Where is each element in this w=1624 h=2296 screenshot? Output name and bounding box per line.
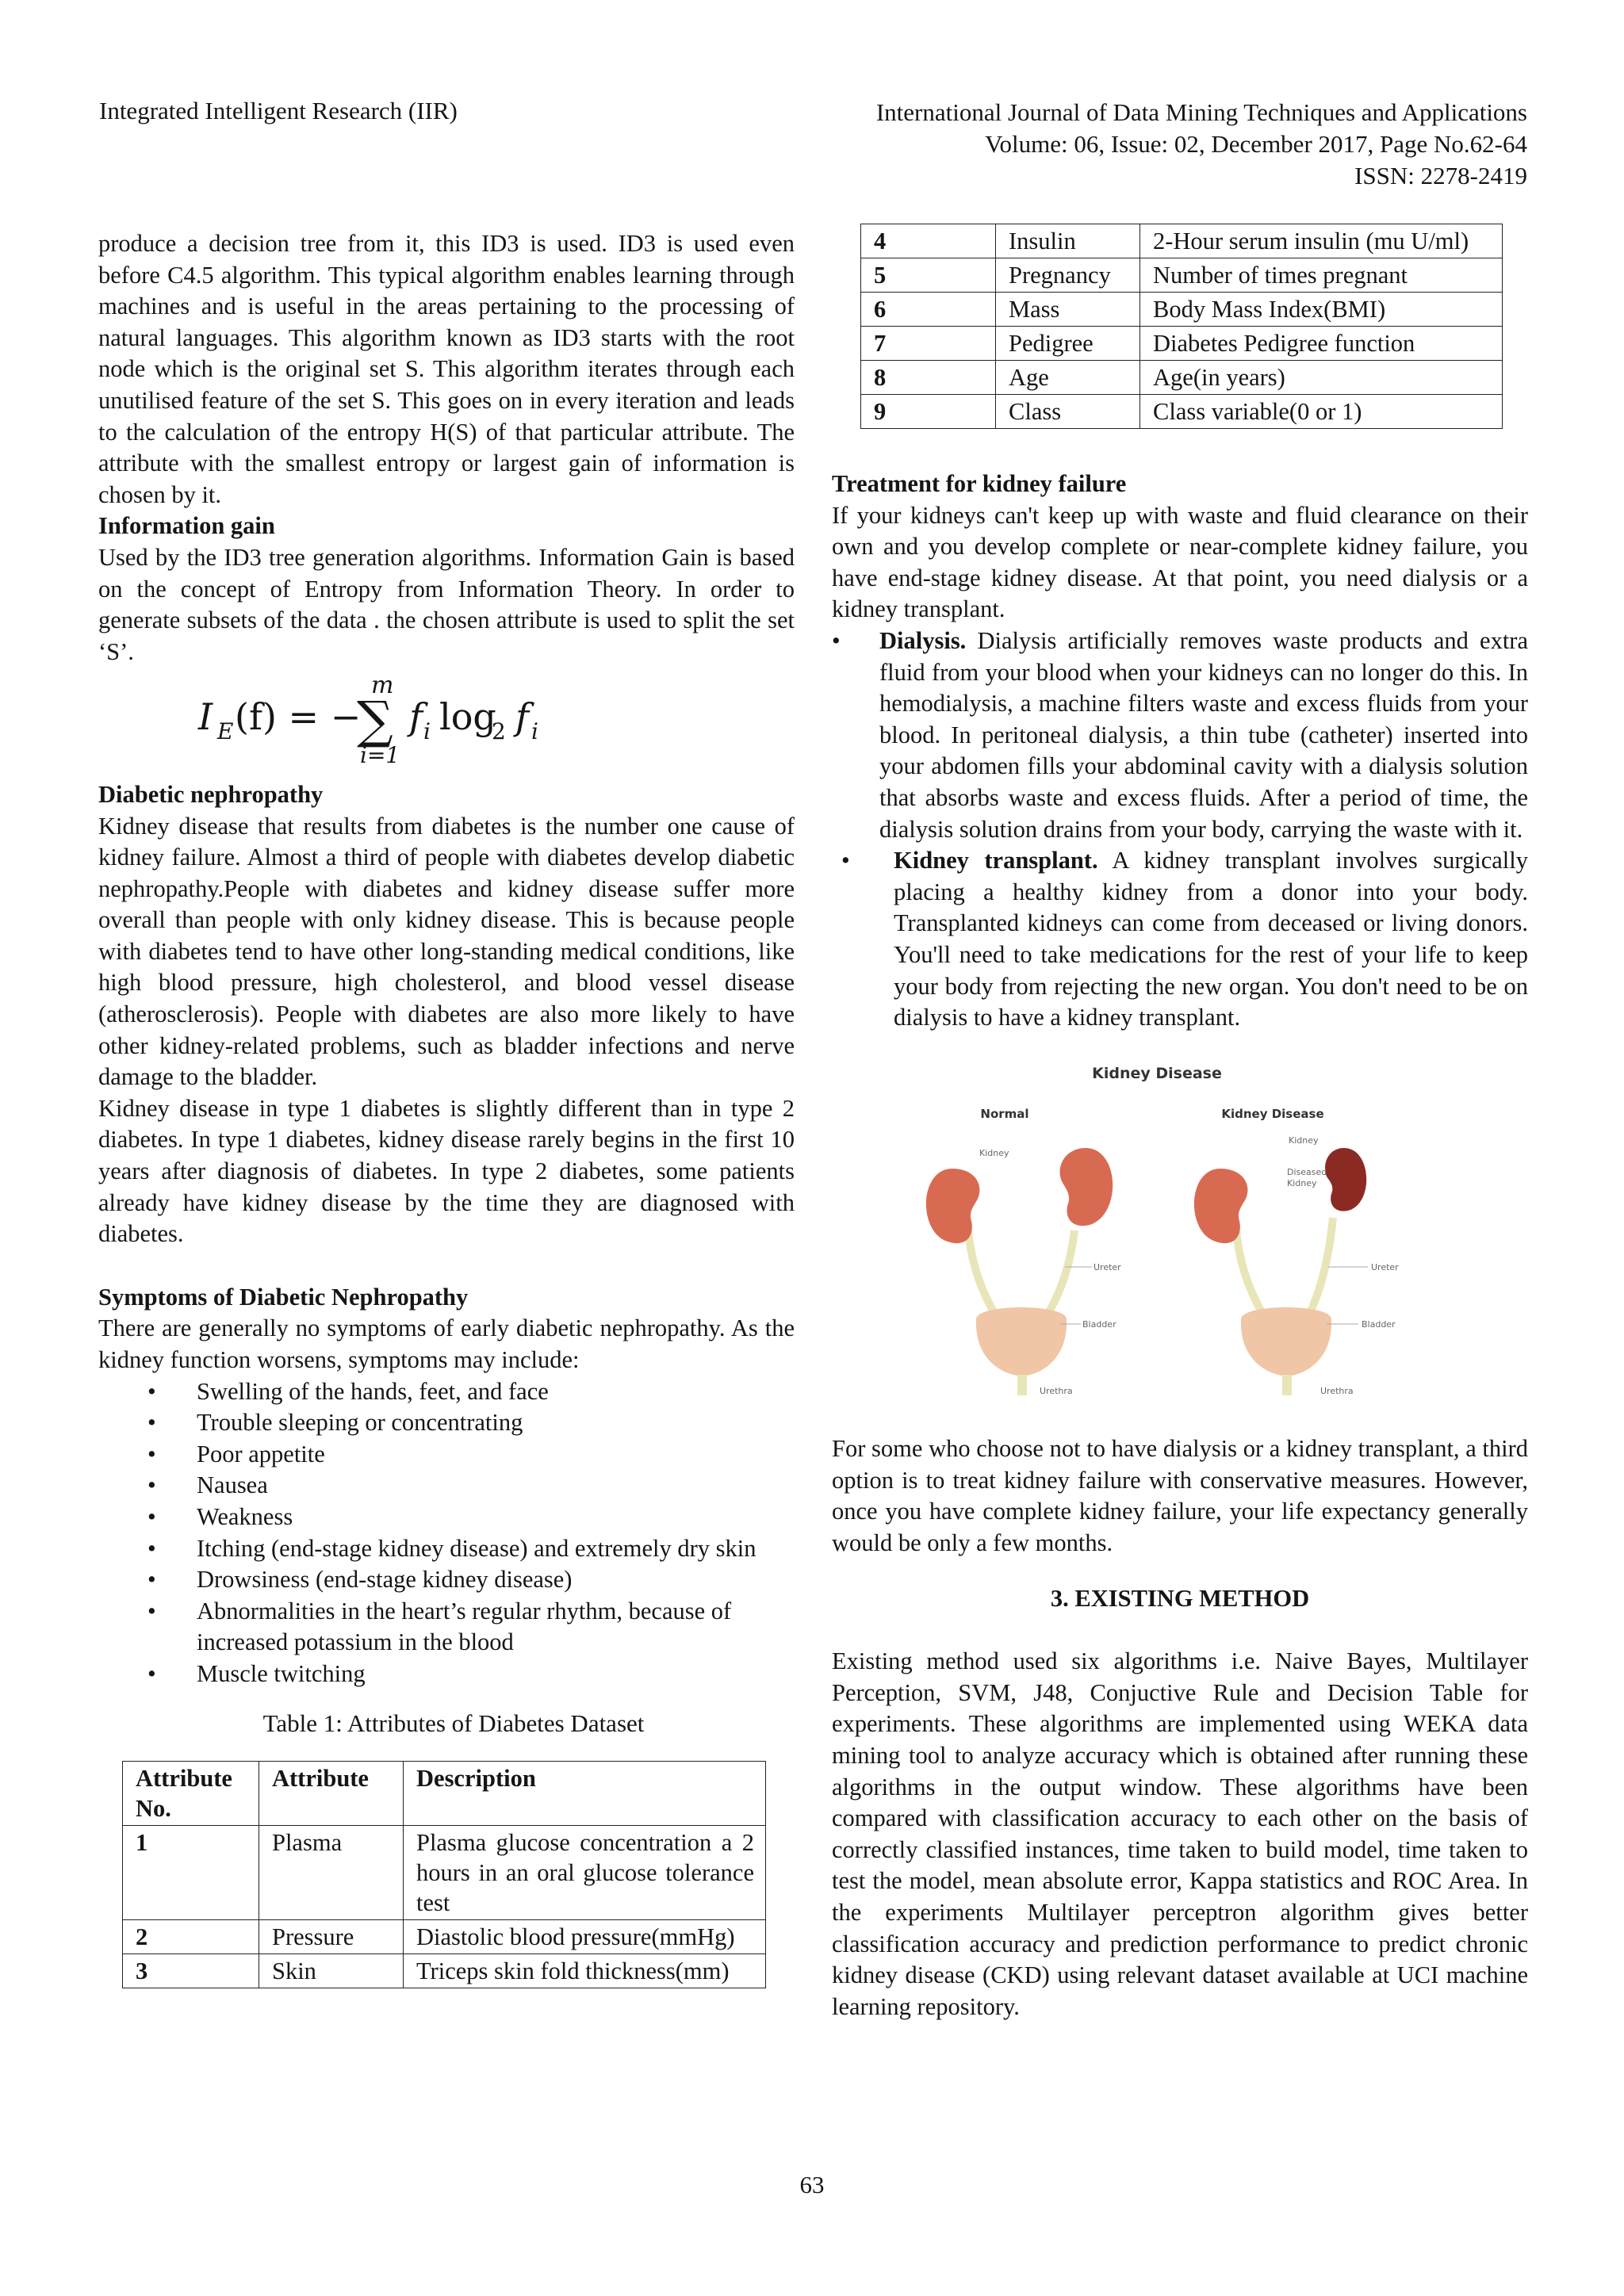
intro-paragraph: produce a decision tree from it, this ID3 is used. ID3 is used even before C4.5 algorithm. This typical algorithm enables learning through machines and is useful in the areas pertaining to the processing of natural languages. This algorithm known as ID3 starts with the root node which is the original set S. This algorithm iterates through each unutilised feature of the set S. This goes on in every iteration and leads to the calculation of the entropy H(S) of that particular attribute. The attribute with the smallest entropy or largest gain of information is chosen by it.: [98, 230, 795, 508]
svg-text:Kidney: Kidney: [1289, 1135, 1319, 1146]
table-cell: 7: [861, 327, 996, 361]
table-cell: Triceps skin fold thickness(mm): [404, 1954, 766, 1988]
formula-lhs: I: [198, 695, 213, 739]
list-item: • Drowsiness (end-stage kidney disease): [98, 1564, 795, 1596]
bullet-icon: •: [147, 1440, 156, 1468]
attributes-table-part2: [860, 224, 1503, 429]
header-journal-left: Integrated Intelligent Research (IIR): [99, 97, 458, 124]
formula-lower: i=1: [360, 742, 400, 768]
nephropathy-heading: Diabetic nephropathy: [98, 780, 324, 808]
table-caption: Table 1: Attributes of Diabetes Dataset: [262, 1709, 645, 1737]
nephropathy-paragraph-1: Kidney disease that results from diabetes is the number one cause of kidney failure. Almost a third of people with diabetes develop diabetic nephropathy.People with diabetes and kidney disease suffer more overall than people with only kidney disease. This is because people with diabetes tend to have other long-standing medical conditions, like high blood pressure, high cholesterol, and blood vessel disease (atherosclerosis). People with diabetes are also more likely to have other kidney-related problems, such as bladder infections and nerve damage to the bladder.: [98, 812, 795, 1091]
attributes-table-part1: [122, 1761, 766, 1988]
table-cell: Mass: [996, 293, 1140, 327]
table-cell: Pedigree: [996, 327, 1140, 361]
list-item: • Poor appetite: [98, 1439, 795, 1471]
table-cell: 9: [861, 395, 996, 429]
symptoms-heading: Symptoms of Diabetic Nephropathy: [98, 1283, 469, 1311]
svg-text:Kidney: Kidney: [979, 1147, 1009, 1158]
table-cell: Plasma: [259, 1826, 404, 1920]
table-cell: 8: [861, 361, 996, 395]
table-cell: 5: [861, 258, 996, 293]
dialysis-text: Dialysis artificially removes waste products and extra fluid from your blood when your kidneys can no longer do this. In hemodialysis, a machine filters waste and excess fluids from your blood. In peritoneal dialysis, a thin tube (catheter) inserted into your abdomen fills your abdominal cavity with a dialysis solution that absorbs waste and excess fluids. After a period of time, the dialysis solution drains from your body, carrying the waste with it.: [879, 626, 1528, 843]
figure-title: Kidney Disease: [1092, 1065, 1222, 1082]
table-header-cell: Description: [404, 1762, 766, 1826]
list-item: • Swelling of the hands, feet, and face: [98, 1376, 795, 1408]
formula-upper: m: [371, 674, 394, 700]
header-issn: ISSN: 2278-2419: [1354, 162, 1527, 189]
list-item: • Trouble sleeping or concentrating: [98, 1407, 795, 1439]
table-cell: Age(in years): [1140, 361, 1503, 395]
table-cell: Class: [996, 395, 1140, 429]
bullet-icon: •: [832, 626, 841, 654]
table-header-cell: Attribute: [259, 1762, 404, 1826]
treatment-paragraph: If your kidneys can't keep up with waste and fluid clearance on their own and you develop complete or near-complete kidney failure, you have end-stage kidney disease. At that point, you need dialysis or a kidney transplant.: [832, 501, 1528, 623]
right-column: [832, 224, 1528, 2022]
header-volume: Volume: 06, Issue: 02, December 2017, Page No.62-64: [985, 130, 1527, 158]
page-number: 63: [799, 2171, 825, 2198]
table-row: [861, 361, 1503, 395]
figure-normal-label: Normal: [980, 1106, 1029, 1121]
header-journal-right: [734, 97, 1527, 192]
bladder-icon: [976, 1307, 1067, 1376]
table-cell: Number of times pregnant: [1140, 258, 1503, 293]
table-header-row: [123, 1762, 766, 1826]
formula-sigma: ∑: [357, 691, 393, 751]
formula-term-i: i: [423, 718, 431, 745]
conservative-option-paragraph: For some who choose not to have dialysis or a kidney transplant, a third option is to treat kidney failure with conservative measures. However, once you have complete kidney failure, your life expectancy generally would be only a few months.: [832, 1435, 1528, 1557]
table-row: [123, 1920, 766, 1954]
left-column: [98, 228, 795, 1988]
formula-term-f2: f: [515, 695, 530, 739]
table-header-cell: Attribute No.: [123, 1762, 259, 1826]
list-item: • Muscle twitching: [98, 1659, 795, 1690]
bullet-icon: •: [147, 1502, 156, 1530]
table-cell: Pregnancy: [996, 258, 1140, 293]
table-cell: 1: [123, 1826, 259, 1920]
svg-text:Urethra: Urethra: [1040, 1385, 1073, 1396]
transplant-label: Kidney transplant.: [894, 847, 1098, 874]
svg-text:Kidney: Kidney: [1287, 1177, 1317, 1188]
table-row: [861, 258, 1503, 293]
kidney-disease-figure: [895, 1066, 1466, 1399]
treatment-options-list: [832, 626, 1528, 1034]
dialysis-label: Dialysis.: [879, 626, 967, 654]
transplant-text: A kidney transplant involves surgically placing a healthy kidney from a donor into your body. Transplanted kidneys can come from deceased or living donors. You'll need to take medications for the rest of your life to keep your body from rejecting the new organ. You don't need to be on dialysis to have a kidney transplant.: [894, 847, 1528, 1031]
figure-disease-label: Kidney Disease: [1221, 1106, 1324, 1121]
info-gain-heading: Information gain: [98, 512, 275, 540]
table-cell: Insulin: [996, 224, 1140, 258]
bladder-icon: [1241, 1307, 1331, 1376]
treatment-heading: Treatment for kidney failure: [832, 470, 1127, 497]
header-journal-title: International Journal of Data Mining Techniques and Applications: [875, 98, 1527, 126]
svg-text:Bladder: Bladder: [1082, 1318, 1116, 1330]
formula-log-base: 2: [492, 718, 506, 745]
symptoms-intro: There are generally no symptoms of early diabetic nephropathy. As the kidney function worsens, symptoms may include:: [98, 1314, 795, 1373]
bullet-icon: •: [147, 1471, 156, 1499]
bullet-icon: •: [147, 1566, 156, 1594]
table-cell: Pressure: [259, 1920, 404, 1954]
bullet-icon: •: [147, 1659, 156, 1687]
table-row: [861, 395, 1503, 429]
svg-text:Ureter: Ureter: [1094, 1261, 1121, 1272]
svg-text:Ureter: Ureter: [1371, 1261, 1399, 1272]
existing-method-paragraph: Existing method used six algorithms i.e. Naive Bayes, Multilayer Perception, SVM, J48, Conjuctive Rule and Decision Table for experiments. These algorithms are implemented using WEKA data mining tool to analyze accuracy which is obtained after running these algorithms in the output window. These algorithms have been compared with classification accuracy to each other on the basis of correctly classified instances, time taken to build model, time taken to test the model, mean absolute error, Kappa statistics and ROC Area. In the experiments Multilayer perceptron algorithm gives better classification accuracy and prediction performance to predict chronic kidney disease (CKD) using relevant dataset available at UCI machine learning repository.: [832, 1647, 1528, 2020]
table-cell: Class variable(0 or 1): [1140, 395, 1503, 429]
table-row: [861, 293, 1503, 327]
list-item: • Abnormalities in the heart’s regular rhythm, because of increased potassium in the blood: [147, 1597, 732, 1656]
bullet-icon: •: [841, 847, 850, 874]
table-cell: 3: [123, 1954, 259, 1988]
bullet-icon: •: [147, 1377, 156, 1405]
table-cell: Diastolic blood pressure(mmHg): [404, 1920, 766, 1954]
table-cell: Skin: [259, 1954, 404, 1988]
bullet-icon: •: [147, 1597, 156, 1624]
diseased-urinary-system: [1194, 1135, 1399, 1396]
svg-text:Diseased: Diseased: [1287, 1166, 1327, 1177]
table-cell: Body Mass Index(BMI): [1140, 293, 1503, 327]
formula-log: log: [439, 695, 496, 739]
table-row: [861, 224, 1503, 258]
section-heading-existing-method: 3. EXISTING METHOD: [1050, 1584, 1310, 1612]
nephropathy-paragraph-2: Kidney disease in type 1 diabetes is slightly different than in type 2 diabetes. In type 1 diabetes, kidney disease rarely begins in the first 10 years after diagnosis of diabetes. In type 2 diabetes, some patients already have kidney disease by the time they are diagnosed with diabetes.: [98, 1094, 795, 1248]
table-row: [861, 327, 1503, 361]
formula-term-i2: i: [531, 718, 538, 745]
bullet-icon: •: [147, 1409, 156, 1437]
list-item: • Itching (end-stage kidney disease) and extremely dry skin: [98, 1533, 795, 1565]
table-cell: 4: [861, 224, 996, 258]
list-item: [832, 626, 1528, 845]
list-item: [832, 845, 1528, 1034]
formula-lhs-arg: (f) = −: [235, 695, 362, 739]
table-cell: 6: [861, 293, 996, 327]
table-cell: Age: [996, 361, 1140, 395]
table-row: [123, 1954, 766, 1988]
diseased-kidney-icon: [1325, 1148, 1366, 1211]
right-kidney-icon: [1060, 1148, 1113, 1226]
svg-text:Urethra: Urethra: [1320, 1385, 1354, 1396]
normal-urinary-system: [926, 1148, 1121, 1396]
svg-text:Bladder: Bladder: [1362, 1318, 1396, 1330]
symptoms-list: [98, 1376, 795, 1690]
info-gain-paragraph: Used by the ID3 tree generation algorithms. Information Gain is based on the concept of Entropy from Information Theory. In order to generate subsets of the data . the chosen attribute is used to split the set ‘S’.: [98, 543, 795, 665]
table-cell: 2: [123, 1920, 259, 1954]
formula-term-f: f: [409, 695, 423, 739]
table-cell: 2-Hour serum insulin (mu U/ml): [1140, 224, 1503, 258]
list-item: • Weakness: [98, 1502, 795, 1533]
entropy-formula: [98, 674, 574, 767]
list-item: • Nausea: [98, 1470, 795, 1502]
bullet-icon: •: [147, 1534, 156, 1562]
table-cell: Plasma glucose concentration a 2 hours in an oral glucose tolerance test: [404, 1826, 766, 1920]
table-row: [123, 1826, 766, 1920]
table-cell: Diabetes Pedigree function: [1140, 327, 1503, 361]
formula-lhs-sub: E: [217, 718, 234, 745]
